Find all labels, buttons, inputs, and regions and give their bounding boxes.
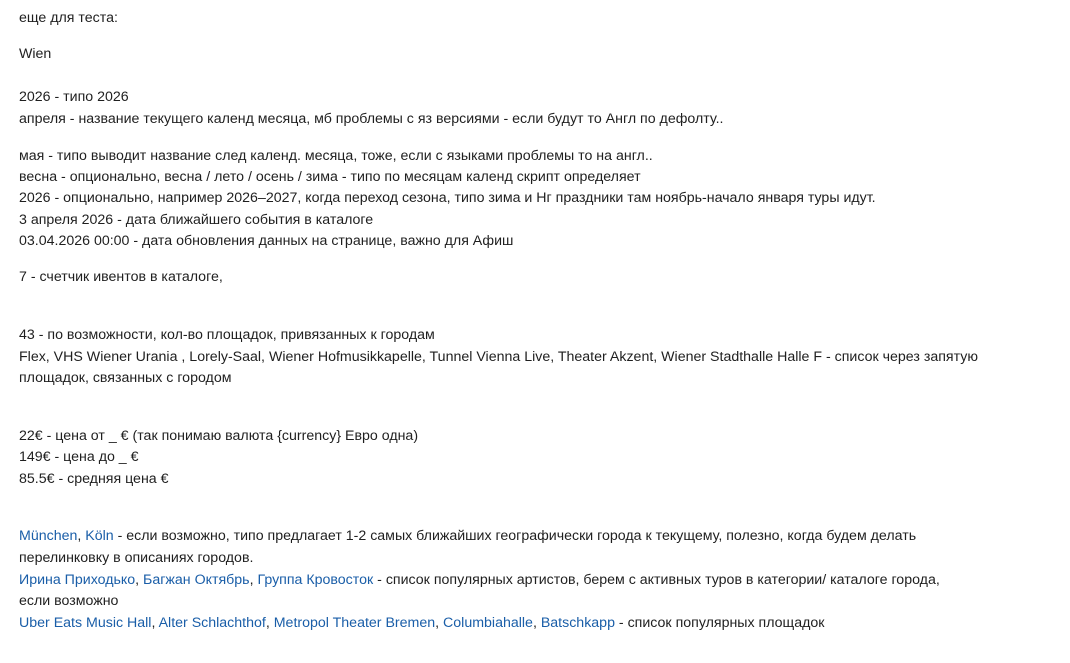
venue-link[interactable]: Uber Eats Music Hall bbox=[19, 615, 152, 631]
artist-link[interactable]: Группа Кровосток bbox=[257, 572, 374, 588]
popular-venues-description: - список популярных площадок bbox=[614, 615, 825, 631]
nearby-cities-line bbox=[19, 526, 916, 547]
event-count-line: 7 - счетчик ивентов в каталоге, bbox=[19, 269, 223, 285]
venue-count-line: 43 - по возможности, кол-во площадок, привязанных к городам bbox=[19, 327, 435, 343]
link-separator: , bbox=[151, 615, 159, 631]
city-line: Wien bbox=[19, 46, 52, 62]
season-year-line: 2026 - опционально, например 2026–2027, когда переход сезона, типо зима и Нг праздники там ноябрь-начало января туры идут. bbox=[19, 190, 876, 206]
link-separator: , bbox=[77, 528, 86, 544]
popular-venues-line bbox=[19, 613, 824, 634]
artist-link[interactable]: Багжан Октябрь bbox=[143, 572, 250, 588]
venues-list-line-cont: площадок, связанных с городом bbox=[19, 370, 232, 386]
artist-link[interactable]: Ирина Приходько bbox=[19, 572, 136, 588]
artists-description: - список популярных артистов, берем с активных туров в категории/ каталоге города, bbox=[373, 572, 940, 588]
updated-line: 03.04.2026 00:00 - дата обновления данных на странице, важно для Афиш bbox=[19, 233, 514, 249]
price-avg-line: 85.5€ - средняя цена € bbox=[19, 471, 169, 487]
link-separator: , bbox=[135, 572, 144, 588]
season-line: весна - опционально, весна / лето / осень / зима - типо по месяцам календ скрипт определяет bbox=[19, 169, 641, 185]
intro-line: еще для теста: bbox=[19, 10, 118, 26]
artists-line-cont: если возможно bbox=[19, 593, 119, 609]
year-line: 2026 - типо 2026 bbox=[19, 89, 129, 105]
venue-link[interactable]: Metropol Theater Bremen bbox=[273, 615, 436, 631]
link-separator: , bbox=[265, 615, 274, 631]
price-to-line: 149€ - цена до _ € bbox=[19, 449, 139, 465]
venue-link[interactable]: Columbiahalle bbox=[443, 615, 533, 631]
next-month-line: мая - типо выводит название след календ. месяца, тоже, если с языками проблемы то на англ.. bbox=[19, 148, 653, 164]
city-link-koln[interactable]: Köln bbox=[85, 528, 114, 544]
venue-link[interactable]: Batschkapp bbox=[540, 615, 615, 631]
nearest-event-line: 3 апреля 2026 - дата ближайшего события в каталоге bbox=[19, 212, 374, 228]
city-link-munchen[interactable]: München bbox=[19, 528, 78, 544]
venues-list-line: Flex, VHS Wiener Urania , Lorely-Saal, Wiener Hofmusikkapelle, Tunnel Vienna Live, Theater Akzent, Wiener Stadthalle Halle F - список через запятую bbox=[19, 349, 978, 365]
nearby-cities-line-cont: перелинковку в описаниях городов. bbox=[19, 550, 254, 566]
link-separator: , bbox=[435, 615, 444, 631]
link-separator: , bbox=[249, 572, 258, 588]
link-separator: , bbox=[532, 615, 541, 631]
price-from-line: 22€ - цена от _ € (так понимаю валюта {currency} Евро одна) bbox=[19, 428, 419, 444]
nearby-cities-description: - если возможно, типо предлагает 1-2 самых ближайших географически города к текущему, полезно, когда будем делать bbox=[113, 528, 917, 544]
artists-line bbox=[19, 570, 940, 591]
month-line: апреля - название текущего календ месяца, мб проблемы с яз версиями - если будут то Англ по дефолту.. bbox=[19, 111, 724, 127]
venue-link[interactable]: Alter Schlachthof bbox=[158, 615, 266, 631]
